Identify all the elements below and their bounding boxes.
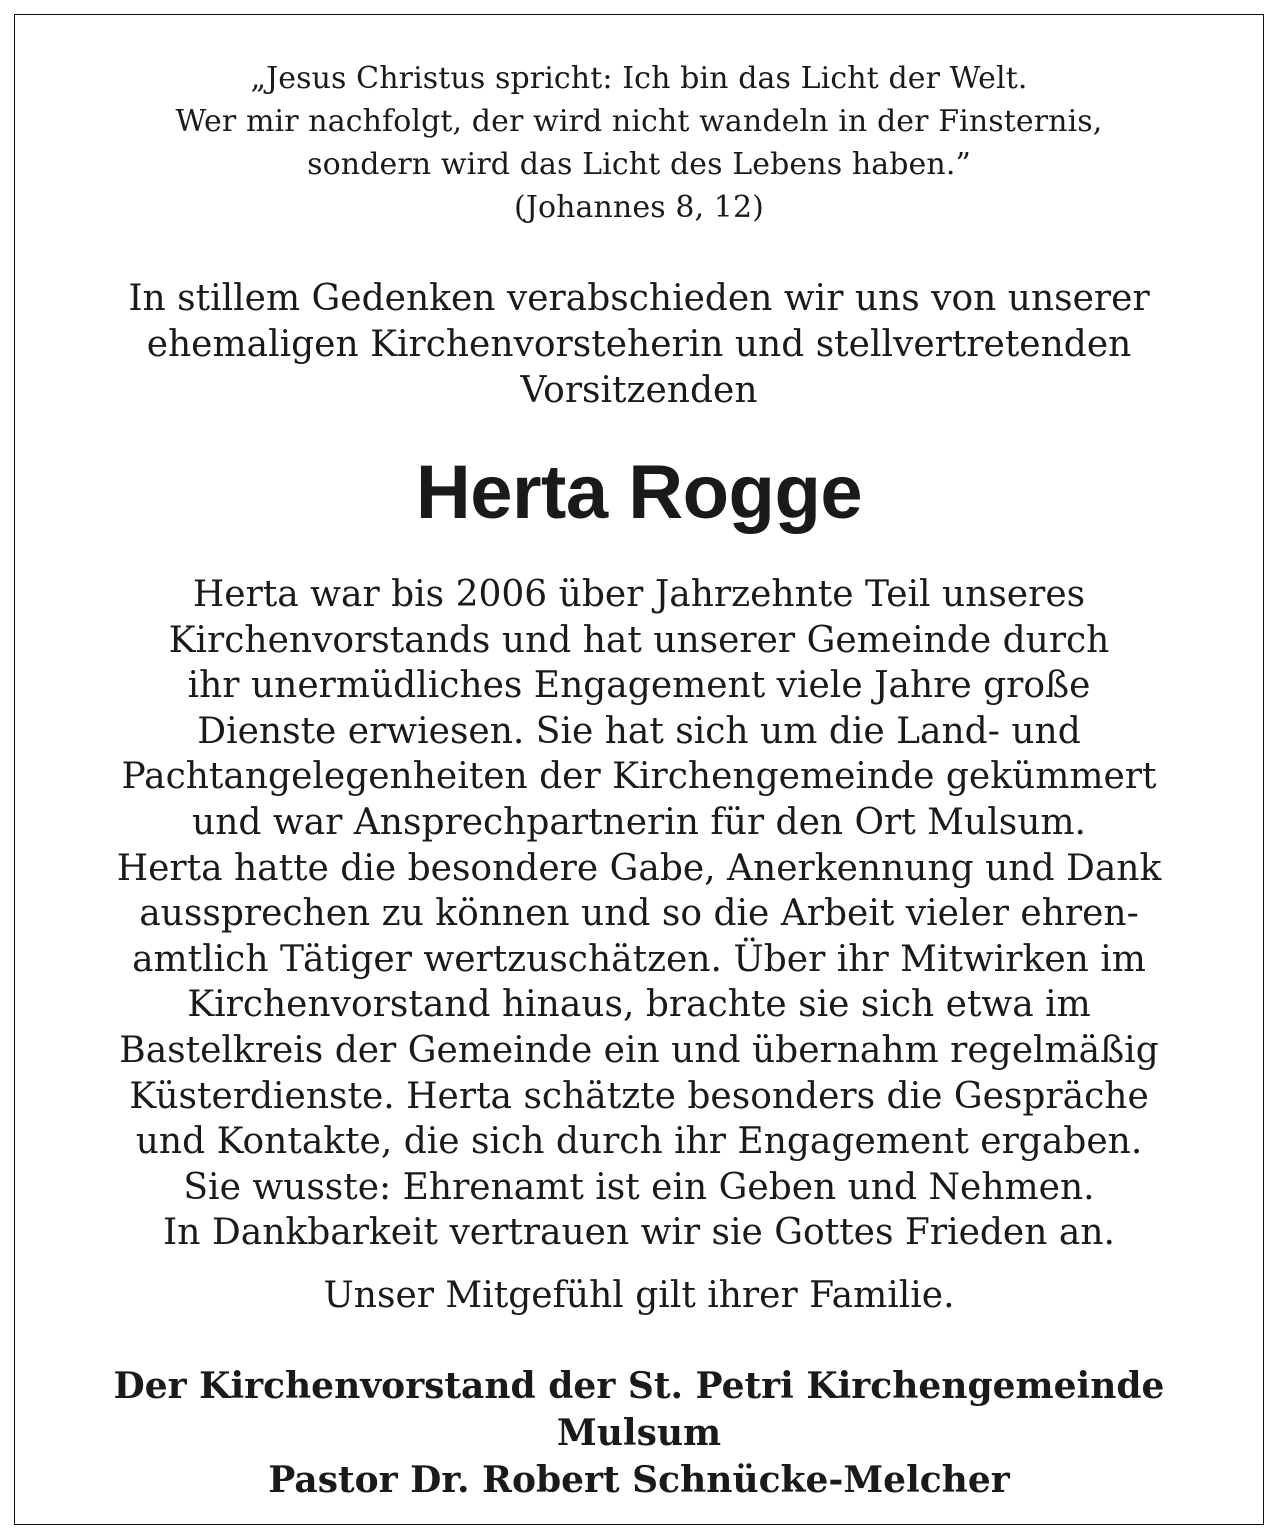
tribute-line: Herta hatte die besondere Gabe, Anerkennung und Dank	[116, 847, 1162, 889]
tribute-line: Pachtangelegenheiten der Kirchengemeinde gekümmert	[121, 756, 1157, 798]
deceased-name: Herta Rogge	[415, 450, 863, 535]
signature-line: Der Kirchenvorstand der St. Petri Kirchengemeinde	[113, 1364, 1165, 1407]
tribute-line: Kirchenvorstands und hat unserer Gemeinde durch	[168, 619, 1110, 661]
tribute-line: Küsterdienste. Herta schätzte besonders die Gespräche	[129, 1075, 1149, 1117]
intro-line: ehemaligen Kirchenvorsteherin und stellvertretenden	[146, 324, 1132, 365]
obituary-content	[15, 15, 1263, 1504]
signature-block	[15, 1319, 1263, 1504]
tribute-paragraph	[15, 545, 1263, 1256]
intro-paragraph	[15, 229, 1263, 414]
quote-line: „Jesus Christus spricht: Ich bin das Licht der Welt.	[250, 61, 1028, 96]
sympathy-line: Unser Mitgefühl gilt ihrer Familie.	[323, 1274, 955, 1316]
intro-line: Vorsitzenden	[520, 370, 758, 411]
intro-line: In stillem Gedenken verabschieden wir uns von unserer	[128, 278, 1150, 319]
tribute-line: aussprechen zu können und so die Arbeit vieler ehren-	[139, 893, 1139, 935]
signature-line: Pastor Dr. Robert Schnücke-Melcher	[268, 1458, 1010, 1501]
tribute-line: amtlich Tätiger wertzuschätzen. Über ihr Mitwirken im	[132, 938, 1146, 980]
tribute-line: Herta war bis 2006 über Jahrzehnte Teil unseres	[192, 574, 1086, 615]
tribute-line: ihr unermüdliches Engagement viele Jahre große	[187, 665, 1091, 707]
quote-reference: (Johannes 8, 12)	[514, 190, 764, 225]
tribute-line: Kirchenvorstand hinaus, brachte sie sich etwa im	[187, 984, 1091, 1026]
tribute-line: Dienste erwiesen. Sie hat sich um die Land- und	[197, 710, 1081, 752]
bible-quote	[15, 15, 1263, 229]
tribute-line: und Kontakte, die sich durch ihr Engagement ergaben.	[135, 1121, 1143, 1163]
tribute-line: In Dankbarkeit vertrauen wir sie Gottes Frieden an.	[163, 1212, 1115, 1254]
tribute-line: und war Ansprechpartnerin für den Ort Mulsum.	[192, 801, 1086, 843]
obituary-frame	[14, 14, 1264, 1525]
signature-line: Mulsum	[556, 1411, 722, 1454]
quote-line: Wer mir nachfolgt, der wird nicht wandeln in der Finsternis,	[175, 104, 1103, 139]
tribute-line: Bastelkreis der Gemeinde ein und übernahm regelmäßig	[119, 1029, 1159, 1071]
tribute-line: Sie wusste: Ehrenamt ist ein Geben und Nehmen.	[183, 1166, 1095, 1208]
quote-line: sondern wird das Licht des Lebens haben.”	[307, 147, 971, 182]
